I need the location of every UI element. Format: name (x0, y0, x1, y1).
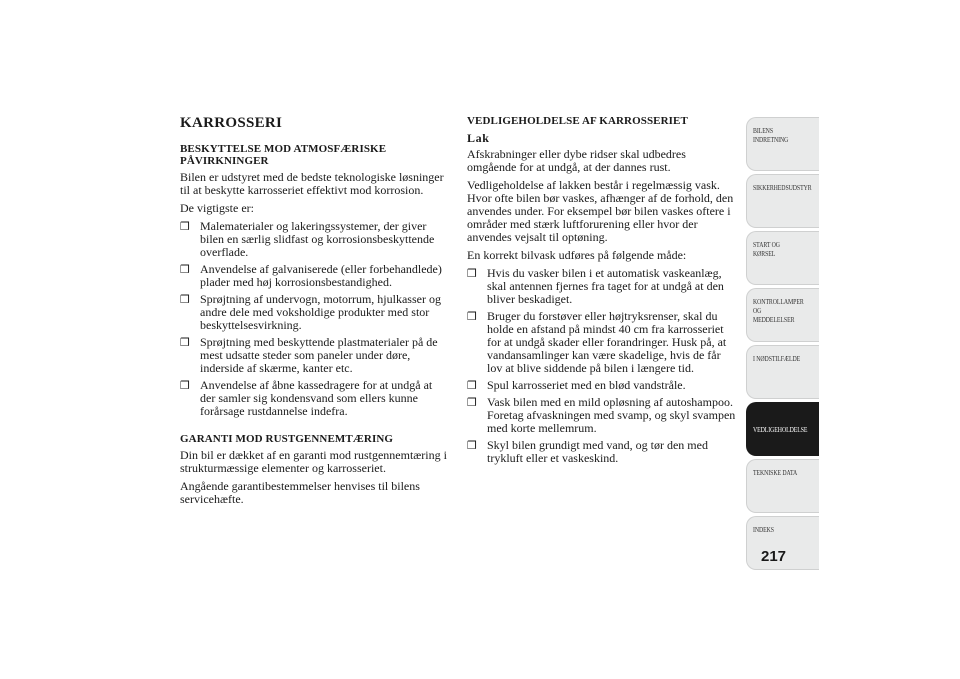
washing-lead-paragraph: En korrekt bilvask udføres på følgende måde: (467, 248, 687, 262)
list-item: ❒ Hvis du vasker bilen i et automatisk vaskeanlæg, skal antennen fjernes fra taget for at undgå at den bliver beskadiget. (467, 266, 724, 306)
list-item: ❒ Anvendelse af galvaniserede (eller forbehandlede) plader med høj korrosionsbestandighed. (180, 262, 442, 289)
section-heading-warranty: GARANTI MOD RUSTGENNEMTÆRING (180, 433, 394, 445)
intro-paragraph: Bilen er udstyret med de bedste teknologiske løsninger til at beskytte karrosseriet effektivt mod korrosion. (180, 170, 444, 197)
tab-i-nodstilfaelde[interactable]: I NØDSTILFÆLDE (746, 345, 819, 399)
checkbox-bullet-icon: ❒ (467, 379, 477, 392)
chapter-tabs (746, 117, 819, 573)
left-column (180, 115, 450, 511)
page-title: KARROSSERI (180, 115, 283, 131)
checkbox-bullet-icon: ❒ (180, 293, 190, 306)
list-item: ❒ Spul karrosseriet med en blød vandstråle. (467, 378, 686, 392)
checkbox-bullet-icon: ❒ (180, 220, 190, 233)
tab-kontrollamper[interactable]: KONTROLLAMPER OG MEDDELELSER (746, 288, 819, 342)
checkbox-bullet-icon: ❒ (180, 336, 190, 349)
checkbox-bullet-icon: ❒ (467, 396, 477, 409)
sub-heading-paint: Lak (467, 131, 490, 145)
list-item: ❒ Anvendelse af åbne kassedragere for at undgå at der samler sig kondensvand som ellers kunne forårsage rustdannelse indefra. (180, 378, 433, 418)
checkbox-bullet-icon: ❒ (467, 310, 477, 323)
section-heading-protection: BESKYTTELSE MOD ATMOSFÆRISKE PÅVIRKNINGER (180, 143, 387, 167)
washing-steps-list (467, 267, 737, 465)
tab-indeks[interactable]: INDEKS (746, 516, 819, 570)
checkbox-bullet-icon: ❒ (180, 379, 190, 392)
list-item: ❒ Bruger du forstøver eller højtryksrenser, skal du holde en afstand på mindst 40 cm fra karrosseriet for at undgå skader eller forandringer. Husk på, at vandansamlinger kan være skadelige, hvis de får lov at blive siddende på bilen i længere tid. (467, 309, 727, 375)
section-heading-maintenance: VEDLIGEHOLDELSE AF KARROSSERIET (467, 115, 688, 127)
list-item: ❒ Skyl bilen grundigt med vand, og tør den med trykluft eller et vaskeskind. (467, 438, 708, 465)
list-item: ❒ Malematerialer og lakeringssystemer, der giver bilen en særlig slidfast og korrosionsbeskyttende overflade. (180, 219, 435, 259)
page-number: 217 (761, 548, 787, 565)
paint-paragraph: Afskrabninger eller dybe ridser skal udbedres omgående for at undgå, at der dannes rust. (467, 147, 686, 174)
list-item: ❒ Vask bilen med en mild opløsning af autoshampoo. Foretag afvaskningen med svamp, og skyl svampen med korte mellemrum. (467, 395, 736, 435)
checkbox-bullet-icon: ❒ (467, 267, 477, 280)
tab-bilens-indretning[interactable]: BILENS INDRETNING (746, 117, 819, 171)
warranty-paragraph: Din bil er dækket af en garanti mod rustgennemtæring i strukturmæssige elementer og karrosseriet. (180, 448, 447, 475)
lead-paragraph: De vigtigste er: (180, 201, 254, 215)
list-item: ❒ Sprøjtning af undervogn, motorrum, hjulkasser og andre dele med voksholdige produkter med stor beskyttelsesvirkning. (180, 292, 441, 332)
list-item: ❒ Sprøjtning med beskyttende plastmaterialer på de mest udsatte steder som paneler under døre, inderside af skærme, kanter etc. (180, 335, 438, 375)
tab-vedligeholdelse[interactable]: VEDLIGEHOLDELSE (746, 402, 819, 456)
protection-list (180, 220, 450, 418)
tab-start-og-korsel[interactable]: START OG KØRSEL (746, 231, 819, 285)
washing-frequency-paragraph: Vedligeholdelse af lakken består i regelmæssig vask. Hvor ofte bilen bør vaskes, afhænger af de forhold, den anvendes under. For eksempel bør bilen vaskes oftere i områder med stærk luftforurening eller hvor der anvendes vejsalt til optøning. (467, 178, 734, 244)
checkbox-bullet-icon: ❒ (467, 439, 477, 452)
checkbox-bullet-icon: ❒ (180, 263, 190, 276)
right-column (467, 115, 737, 469)
tab-tekniske-data[interactable]: TEKNISKE DATA (746, 459, 819, 513)
warranty-reference-paragraph: Angående garantibestemmelser henvises til bilens servicehæfte. (180, 479, 420, 506)
tab-sikkerhedsudstyr[interactable]: SIKKERHEDSUDSTYR (746, 174, 819, 228)
